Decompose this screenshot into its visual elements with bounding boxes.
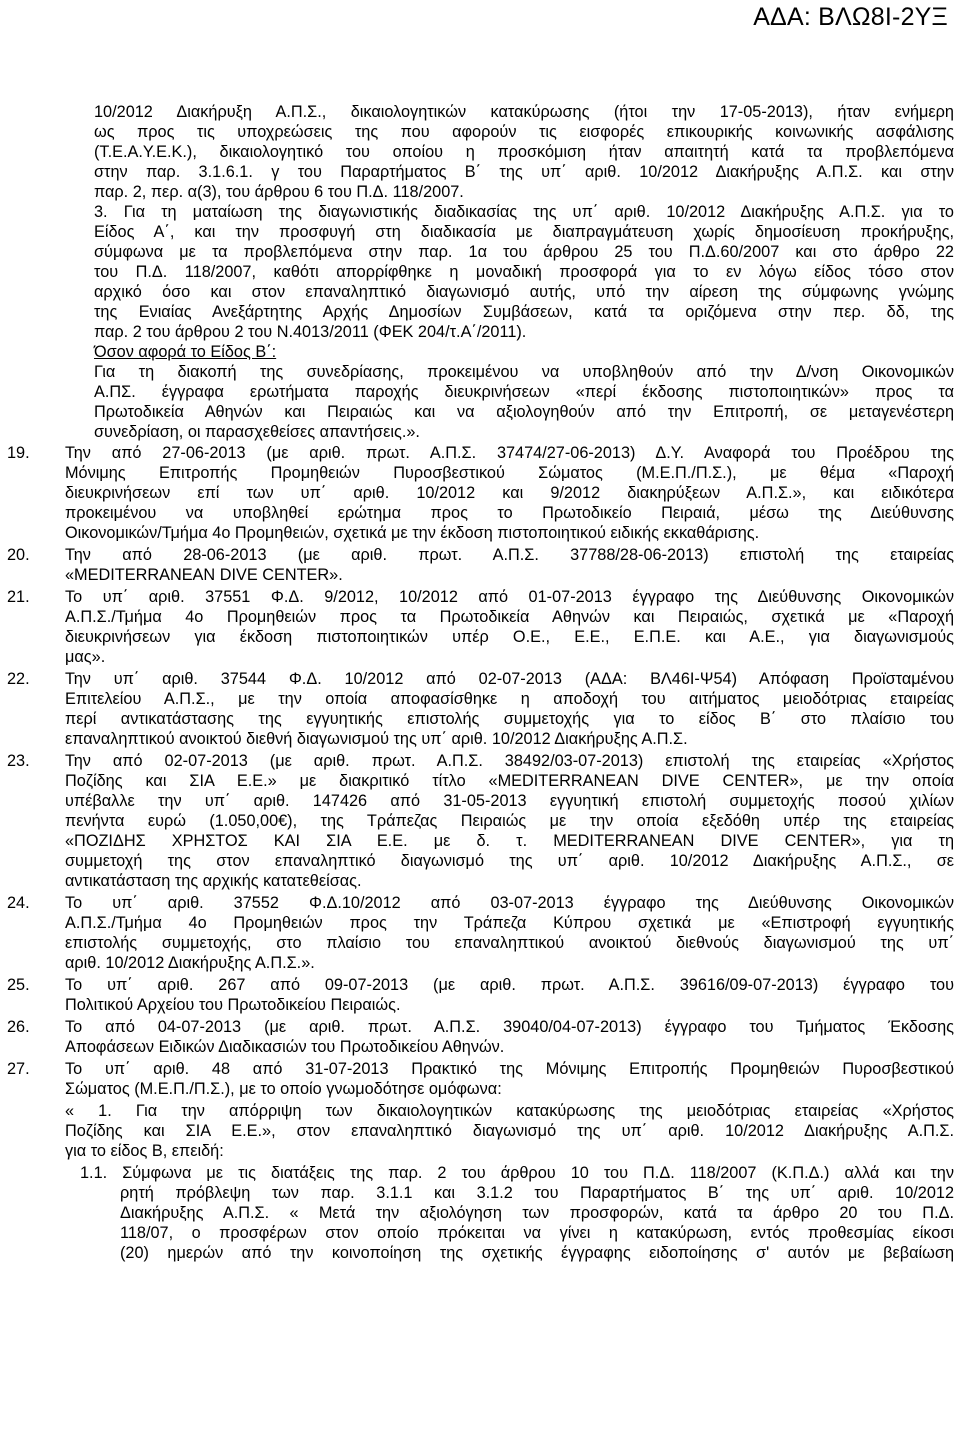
text-line: Αποφάσεων Ειδικών Διαδικασιών του Πρωτοδικείου Αθηνών. [65,1038,505,1056]
text-line: περί αντικατάστασης της εγγυητικής επιστολής συμμετοχής για το είδος Β΄ στο πλαίσιο του [65,710,954,728]
text-line: Ποζίδης και ΣΙΑ Ε.Ε.», στον επαναληπτικό διαγωνισμό της υπ΄ αριθ. 10/2012 Διακήρυξης Α.Π.Σ. [65,1122,954,1140]
text-line: Α.Π.Σ./Τμήμα 4ο Προμηθειών προς την Τράπεζα Κύπρου σχετικά με «Επιστροφή εγγυητικής [65,914,954,932]
item-number: 23. [7,752,30,770]
text-line: Επιτελείου Α.Π.Σ., με την οποία αποφασίσθηκε η αποδοχή του αιτήματος μειοδότριας εταιρείας [65,690,954,708]
text-line: (Τ.Ε.Α.Υ.Ε.Κ.), δικαιολογητικό του οποίου η προσκόμιση ήταν απαιτητή κατά τα προβλεπόμενα [94,143,954,161]
text-line: ως προς τις υποχρεώσεις της που αφορούν τις εισφορές επικουρικής κοινωνικής ασφάλισης [94,123,954,141]
item-number: 25. [7,976,30,994]
item-number: 27. [7,1060,30,1078]
text-line: «ΠΟΖΙΔΗΣ ΧΡΗΣΤΟΣ ΚΑΙ ΣΙΑ Ε.Ε. με δ. τ. MEDITERRANEAN DIVE CENTER», για τη [65,832,954,850]
text-line: Την από 27-06-2013 (με αριθ. πρωτ. Α.Π.Σ. 37474/27-06-2013) Δ.Υ. Αναφορά του Προέδρου της [65,444,954,462]
text-line: προκειμένου να υποβληθεί ερώτημα προς το Πρωτοδικείο Πειραιά, μέσω της Διεύθυνσης [65,504,954,522]
item-number: 19. [7,444,30,462]
text-line: Την από 02-07-2013 (με αριθ. πρωτ. Α.Π.Σ. 38492/03-07-2013) επιστολή της εταιρείας «Χρήστος [65,752,954,770]
text-line: Σώματος (Μ.Ε.Π./Π.Σ.), με το οποίο γνωμοδότησε ομόφωνα: [65,1080,502,1098]
text-line: (20) ημερών από την κοινοποίηση της σχετικής έγγραφης ειδοποίησης σ' αυτόν με βεβαίωση [120,1244,954,1262]
item-number: 24. [7,894,30,912]
text-line: διευκρινήσεων για έκδοση πιστοποιητικών υπέρ Ο.Ε., Ε.Ε., Ε.Π.Ε. και Α.Ε., για διαγωνισμούς [65,628,954,646]
text-line: Το υπ΄ αριθ. 37552 Φ.Δ.10/2012 από 03-07-2013 έγγραφο της Διεύθυνσης Οικονομικών [65,894,954,912]
item-number: 26. [7,1018,30,1036]
text-line: στην παρ. 3.1.6.1. γ του Παραρτήματος Β΄ της υπ΄ αριθ. 10/2012 Διακήρυξης Α.Π.Σ. και στην [94,163,954,181]
text-line: Είδος Α΄, και την προσφυγή στη διαδικασία με διαπραγμάτευση χωρίς δημοσίευση προκήρυξης, [94,223,954,241]
text-line: επιστολής συμμετοχής, στο πλαίσιο του επαναληπτικού ανοικτού διεθνούς διαγωνισμού της υπ΄ [65,934,954,952]
item-number: 22. [7,670,30,688]
text-line: Διακήρυξης Α.Π.Σ. « Μετά την αξιολόγηση των προσφορών, κατά τα άρθρο 20 του Π.Δ. [120,1204,954,1222]
text-line: παρ. 2, περ. α(3), του άρθρου 6 του Π.Δ. 118/2007. [94,183,464,201]
item-number: 20. [7,546,30,564]
text-line: Μόνιμης Επιτροπής Προμηθειών Πυροσβεστικού Σώματος (Μ.Ε.Π./Π.Σ.), με θέμα «Παροχή [65,464,954,482]
text-line: Α.Π.Σ./Τμήμα 4ο Προμηθειών προς τα Πρωτοδικεία Αθηνών και Πειραιώς, σχετικά με «Παροχή [65,608,954,626]
text-line: Το υπ΄ αριθ. 267 από 09-07-2013 (με αριθ. πρωτ. Α.Π.Σ. 39616/09-07-2013) έγγραφο του [65,976,954,994]
text-line: Την υπ΄ αριθ. 37544 Φ.Δ. 10/2012 από 02-07-2013 (ΑΔΑ: ΒΛ46Ι-Ψ54) Απόφαση Προϊσταμένου [65,670,954,688]
text-line: του Π.Δ. 118/2007, καθότι απορρίφθηκε η μοναδική προσφορά για το εν λόγω είδος τόσο στον [94,263,954,281]
text-line: υπέβαλλε την υπ΄ αριθ. 147426 από 31-05-2013 εγγυητική επιστολή συμμετοχής ποσού χιλίων [65,792,954,810]
text-line: αρχικό όσο και στον επαναληπτικό διαγωνισμό αυτής, υπό την αίρεση της σύμφωνης γνώμης [94,283,954,301]
text-line: 118/07, ο προσφέρων στον οποίο πρόκειται να γίνει η κατακύρωση, εντός προθεσμίας είκοσι [120,1224,954,1242]
text-line: Το από 04-07-2013 (με αριθ. πρωτ. Α.Π.Σ. 39040/04-07-2013) έγγραφο του Τμήματος Έκδοσης [65,1018,954,1036]
text-line: Α.ΠΣ. έγγραφα ερωτήματα παροχής διευκρινήσεων «περί έκδοσης πιστοποιητικών» προς τα [94,383,954,401]
text-line: Το υπ΄ αριθ. 48 από 31-07-2013 Πρακτικό της Μόνιμης Επιτροπής Προμηθειών Πυροσβεστικού [65,1060,954,1078]
section-heading: Όσον αφορά το Είδος Β΄: [94,343,277,361]
text-line: Πολιτικού Αρχείου του Πρωτοδικείου Πειραιώς. [65,996,401,1014]
text-line: συνεδρίαση, οι παρασχεθείσες απαντήσεις.». [94,423,420,441]
text-line: Για τη διακοπή της συνεδρίασης, προκειμένου να υποβληθούν από την Δ/νση Οικονομικών [94,363,954,381]
ada-code: ΑΔΑ: ΒΛΩ8Ι-2ΥΞ [753,3,948,31]
text-line: αντικατάσταση της αρχικής κατατεθείσας. [65,872,362,890]
text-line: Οικονομικών/Τμήμα 4ο Προμηθειών, σχετικά με την έκδοση πιστοποιητικού ειδικής εκκαθάρισης. [65,524,760,542]
text-line: διευκρινήσεων επί των υπ΄ αριθ. 10/2012 και 9/2012 διακηρύξεων Α.Π.Σ.», και ειδικότερα [65,484,954,502]
text-line: παρ. 2 του άρθρου 2 του Ν.4013/2011 (ΦΕΚ 204/τ.Α΄/2011). [94,323,527,341]
text-line: « 1. Για την απόρριψη των δικαιολογητικών κατακύρωσης της μειοδότριας εταιρείας «Χρήστος [65,1102,954,1120]
text-line: ρητή πρόβλεψη των παρ. 3.1.1 και 3.1.2 του Παραρτήματος Β΄ της υπ΄ αριθ. 10/2012 [120,1184,954,1202]
text-line: «MEDITERRANEAN DIVE CENTER». [65,566,343,584]
item-number: 21. [7,588,30,606]
text-line: μας». [65,648,106,666]
text-line: Την από 28-06-2013 (με αριθ. πρωτ. Α.Π.Σ. 37788/28-06-2013) επιστολή της εταιρείας [65,546,954,564]
text-line: συμμετοχή της στον επαναληπτικό διαγωνισμό της υπ΄ αριθ. 10/2012 Διακήρυξης Α.Π.Σ., σε [65,852,954,870]
text-line: Ποζίδης και ΣΙΑ Ε.Ε.» με διακριτικό τίτλο «MEDITERRANEAN DIVE CENTER», με την οποία [65,772,954,790]
text-line: για το είδος Β, επειδή: [65,1142,224,1160]
text-line: Πρωτοδικεία Αθηνών και Πειραιώς και να αξιολογηθούν από την Επιτροπή, σε μεταγενέστερη [94,403,954,421]
text-line: της Ενιαίας Ανεξάρτητης Αρχής Δημοσίων Συμβάσεων, κατά τα οριζόμενα στην περ. δδ, της [94,303,954,321]
text-line: 10/2012 Διακήρυξη Α.Π.Σ., δικαιολογητικών κατακύρωσης (ήτοι την 17-05-2013), ήταν ενήμερη [94,103,954,121]
text-line: επαναληπτικού ανοικτού διεθνή διαγωνισμού της υπ΄ αριθ. 10/2012 Διακήρυξης Α.Π.Σ. [65,730,688,748]
text-line: Το υπ΄ αριθ. 37551 Φ.Δ. 9/2012, 10/2012 από 01-07-2013 έγγραφο της Διεύθυνσης Οικονομικών [65,588,954,606]
text-line: 3. Για τη ματαίωση της διαγωνιστικής διαδικασίας της υπ΄ αριθ. 10/2012 Διακήρυξης Α.Π.Σ. για το [94,203,954,221]
text-line: 1.1. Σύμφωνα με τις διατάξεις της παρ. 2 του άρθρου 10 του Π.Δ. 118/2007 (Κ.Π.Δ.) αλλά και την [80,1164,954,1182]
text-line: αριθ. 10/2012 Διακήρυξης Α.Π.Σ.». [65,954,315,972]
text-line: σύμφωνα με τα προβλεπόμενα στην παρ. 1α του άρθρου 25 του Π.Δ.60/2007 και στο άρθρο 22 [94,243,954,261]
text-line: πενήντα ευρώ (1.050,00€), της Τράπεζας Πειραιώς με την οποία εξεδόθη υπέρ της εταιρείας [65,812,954,830]
